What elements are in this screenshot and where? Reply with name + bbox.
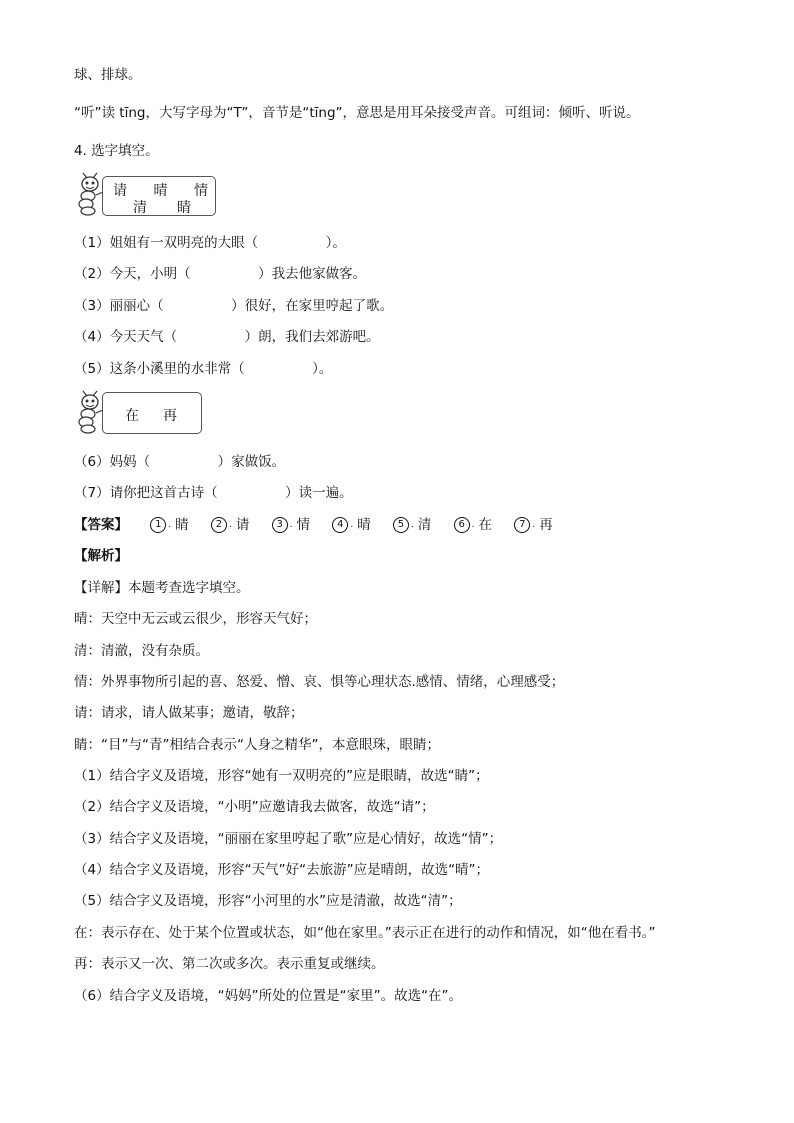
explanation-line: （6）结合字义及语境，“妈妈”所处的位置是“家里”。故选“在”。 [74, 988, 463, 1004]
definition-line: 晴：天空中无云或云很少，形容天气好； [74, 611, 317, 627]
definition-line: 睛：“目”与“青”相结合表示“人身之精华”，本意眼珠，眼睛； [74, 737, 440, 753]
analysis-label: 【解析】 [74, 548, 128, 564]
question-item: （4）今天天气（ ）朗，我们去郊游吧。 [74, 329, 380, 345]
question-heading: 4. 选字填空。 [74, 143, 159, 159]
word-choice: 情 [194, 183, 208, 199]
word-choice: 再 [163, 408, 177, 424]
definition-line: 在：表示存在、处于某个位置或状态，如“他在家里。”表示正在进行的动作和情况，如“他在看书。” [74, 925, 656, 941]
definition-line: 情：外界事物所引起的喜、怒爱、憎、哀、惧等心理状态.感情、情绪，心理感受； [74, 674, 565, 690]
word-choice: 在 [125, 408, 139, 424]
text-line: 球、排球。 [74, 67, 142, 83]
answer-item: 7 . 再 [514, 516, 552, 534]
explanation-line: （2）结合字义及语境，“小明”应邀请我去做客，故选“请”； [74, 799, 435, 815]
explanation-line: （3）结合字义及语境，“丽丽在家里哼起了歌”应是心情好，故选“情”； [74, 831, 503, 847]
question-item: （5）这条小溪里的水非常（ ）。 [74, 361, 333, 377]
question-item: （1）姐姐有一双明亮的大眼（ ）。 [74, 235, 346, 251]
word-choice: 睛 [177, 200, 191, 216]
word-choice: 请 [113, 183, 127, 199]
definition-line: 请：请求，请人做某事；邀请，敬辞； [74, 705, 304, 721]
question-item: （2）今天，小明（ ）我去他家做客。 [74, 266, 367, 282]
answer-label: 【答案】 [74, 517, 128, 533]
explanation-line: （1）结合字义及语境，形容“她有一双明亮的”应是眼睛，故选“睛”； [74, 768, 489, 784]
explanation-line: （4）结合字义及语境，形容“天气”好“去旅游”应是晴朗，故选“晴”； [74, 862, 490, 878]
text-line: “听”读 tīng，大写字母为“T”，音节是“tīng”，意思是用耳朵接受声音。可组词：倾听、听说。 [74, 105, 640, 121]
explanation-line: （5）结合字义及语境，形容“小河里的水”应是清澈，故选“清”； [74, 893, 462, 909]
definition-line: 再：表示又一次、第二次或多次。表示重复或继续。 [74, 956, 385, 972]
word-choice-box [102, 392, 202, 434]
detail-heading: 【详解】本题考查选字填空。 [74, 580, 250, 596]
word-choice: 清 [133, 200, 147, 216]
answer-item: 4 . 晴 [332, 516, 370, 534]
answer-item: 1 . 睛 [150, 516, 188, 534]
question-item: （7）请你把这首古诗（ ）读一遍。 [74, 485, 353, 501]
word-choice-box [102, 176, 216, 216]
answer-item: 3 . 情 [272, 516, 310, 534]
definition-line: 清：清澈，没有杂质。 [74, 643, 209, 659]
answer-item: 5 . 清 [393, 516, 431, 534]
word-choice: 晴 [153, 183, 168, 199]
answer-row [74, 516, 553, 534]
question-item: （6）妈妈（ ）家做饭。 [74, 454, 286, 470]
answer-item: 6 . 在 [454, 516, 492, 534]
answer-item: 2 . 请 [211, 516, 249, 534]
question-item: （3）丽丽心（ ）很好，在家里哼起了歌。 [74, 298, 394, 314]
